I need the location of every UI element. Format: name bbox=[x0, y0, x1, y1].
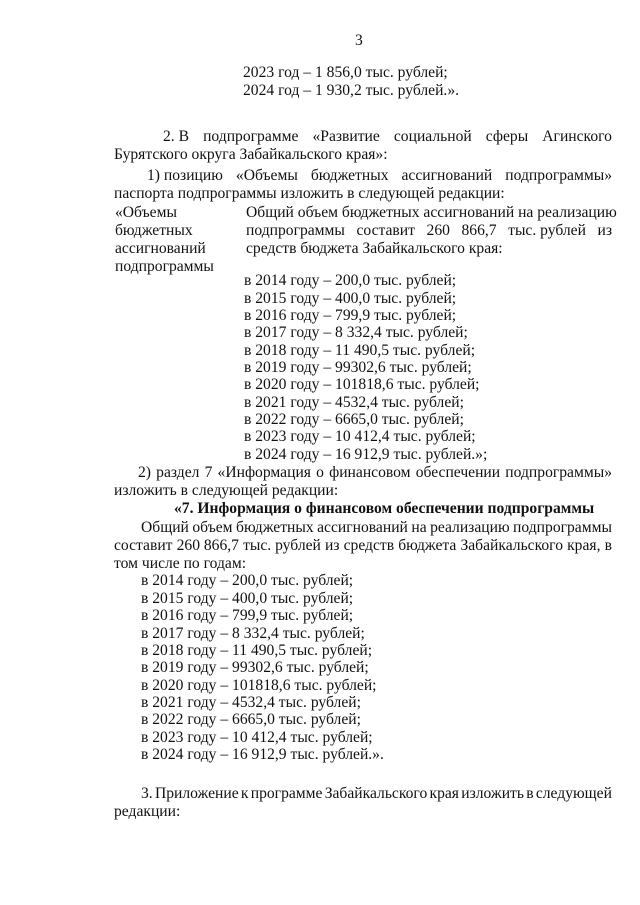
word: подпрограмме bbox=[203, 128, 299, 145]
word: подпрограммы bbox=[513, 519, 612, 536]
table-right-line1: Общий объем бюджетных ассигнований на реализацию bbox=[246, 204, 617, 221]
word: реализацию bbox=[430, 519, 510, 536]
word: ассигнований bbox=[317, 519, 408, 536]
word: Приложение bbox=[154, 785, 239, 802]
section-year-2020: в 2020 году – 101818,6 тыс. рублей; bbox=[141, 677, 377, 694]
word: 7 bbox=[204, 464, 213, 481]
sub2-line2: изложить в следующей редакции: bbox=[114, 482, 339, 499]
word: из bbox=[597, 222, 612, 239]
sub2-line1 bbox=[138, 464, 612, 482]
word: 2. В bbox=[163, 128, 189, 145]
table-left-line3: ассигнований bbox=[115, 240, 206, 257]
word: к bbox=[240, 785, 249, 802]
word: 260 bbox=[426, 222, 450, 239]
section-year-2014: в 2014 году – 200,0 тыс. рублей; bbox=[141, 572, 354, 589]
table-year-2019: в 2019 году – 99302,6 тыс. рублей; bbox=[244, 359, 472, 376]
sub1-line2: паспорта подпрограммы изложить в следующей редакции: bbox=[114, 185, 505, 202]
word: социальной bbox=[393, 128, 472, 145]
table-year-2014: в 2014 году – 200,0 тыс. рублей; bbox=[244, 272, 457, 289]
sub1-line1 bbox=[147, 167, 612, 185]
word: объем bbox=[192, 519, 233, 536]
word: 2) bbox=[138, 464, 151, 481]
word: следующей bbox=[535, 785, 612, 802]
section-year-2016: в 2016 году – 799,9 тыс. рублей; bbox=[141, 607, 354, 624]
item3-line1 bbox=[141, 785, 612, 803]
word: края, bbox=[567, 537, 601, 554]
section-para-line2 bbox=[114, 537, 612, 555]
section-title: «7. Информация о финансовом обеспечении подпрограммы bbox=[174, 500, 595, 517]
word: подпрограммы» bbox=[505, 167, 612, 184]
table-year-2017: в 2017 году – 8 332,4 тыс. рублей; bbox=[244, 324, 468, 341]
word: программе bbox=[250, 785, 323, 802]
word: средств bbox=[343, 537, 395, 554]
word: подпрограммы bbox=[246, 222, 345, 239]
word: Забайкальского bbox=[324, 785, 428, 802]
word: 866,7 bbox=[461, 222, 497, 239]
item2-line2: Бурятского округа Забайкальского края»: bbox=[114, 146, 388, 163]
word: раздел bbox=[156, 464, 200, 481]
word: обеспечении bbox=[415, 464, 501, 481]
table-left-line1: «Объемы bbox=[115, 204, 177, 221]
year-line-2024: 2024 год – 1 930,2 тыс. рублей.». bbox=[243, 82, 460, 99]
section-year-2022: в 2022 году – 6665,0 тыс. рублей; bbox=[141, 711, 361, 728]
word: изложить bbox=[461, 785, 524, 802]
word: «Информация bbox=[217, 464, 311, 481]
section-year-2023: в 2023 году – 10 412,4 тыс. рублей; bbox=[141, 729, 373, 746]
section-para-line1 bbox=[141, 519, 612, 537]
word: бюджетных bbox=[310, 167, 389, 184]
table-right-line3: средств бюджета Забайкальского края: bbox=[246, 240, 503, 257]
word: в bbox=[526, 785, 534, 802]
word: 3. bbox=[141, 785, 153, 802]
word: о bbox=[316, 464, 324, 481]
section-year-2021: в 2021 году – 4532,4 тыс. рублей; bbox=[141, 694, 361, 711]
word: бюджета bbox=[398, 537, 457, 554]
table-year-2018: в 2018 году – 11 490,5 тыс. рублей; bbox=[244, 342, 476, 359]
word: Забайкальского bbox=[460, 537, 563, 554]
word: Общий bbox=[141, 519, 189, 536]
section-year-2017: в 2017 году – 8 332,4 тыс. рублей; bbox=[141, 625, 365, 642]
word: бюджетных bbox=[236, 519, 314, 536]
section-year-2024: в 2024 году – 16 912,9 тыс. рублей.». bbox=[141, 746, 384, 763]
table-left-line2: бюджетных bbox=[115, 222, 193, 239]
page-number: 3 bbox=[355, 32, 363, 49]
section-year-2015: в 2015 году – 400,0 тыс. рублей; bbox=[141, 590, 354, 607]
table-left-line4: подпрограммы bbox=[115, 258, 214, 275]
word: составит bbox=[114, 537, 173, 554]
word: «Развитие bbox=[312, 128, 380, 145]
year-line-2023: 2023 год – 1 856,0 тыс. рублей; bbox=[243, 64, 448, 81]
table-year-2016: в 2016 году – 799,9 тыс. рублей; bbox=[244, 307, 457, 324]
word: ассигнований bbox=[401, 167, 493, 184]
item2-line1 bbox=[163, 128, 612, 146]
word: «Объемы bbox=[235, 167, 298, 184]
word: подпрограммы» bbox=[505, 464, 612, 481]
word: тыс. рублей bbox=[243, 537, 321, 554]
table-year-2015: в 2015 году – 400,0 тыс. рублей; bbox=[244, 290, 457, 307]
word: в bbox=[604, 537, 612, 554]
word: Агинского bbox=[542, 128, 612, 145]
table-year-2022: в 2022 году – 6665,0 тыс. рублей; bbox=[244, 411, 464, 428]
item3-line2: редакции: bbox=[114, 803, 181, 820]
section-para-line3: том числе по годам: bbox=[114, 555, 247, 572]
table-year-2021: в 2021 году – 4532,4 тыс. рублей; bbox=[244, 394, 464, 411]
table-year-2024: в 2024 году – 16 912,9 тыс. рублей.»; bbox=[244, 446, 488, 463]
word: из bbox=[324, 537, 340, 554]
section-year-2019: в 2019 году – 99302,6 тыс. рублей; bbox=[141, 659, 369, 676]
word: на bbox=[411, 519, 427, 536]
table-right-line2 bbox=[246, 222, 612, 240]
word: 1) позицию bbox=[147, 167, 223, 184]
table-year-2020: в 2020 году – 101818,6 тыс. рублей; bbox=[244, 376, 480, 393]
word: края bbox=[429, 785, 459, 802]
word: тыс. рублей bbox=[508, 222, 586, 239]
word: финансовом bbox=[329, 464, 411, 481]
word: сферы bbox=[485, 128, 529, 145]
word: 260 866,7 bbox=[176, 537, 239, 554]
section-year-2018: в 2018 году – 11 490,5 тыс. рублей; bbox=[141, 642, 373, 659]
table-year-2023: в 2023 году – 10 412,4 тыс. рублей; bbox=[244, 428, 476, 445]
word: составит bbox=[356, 222, 415, 239]
